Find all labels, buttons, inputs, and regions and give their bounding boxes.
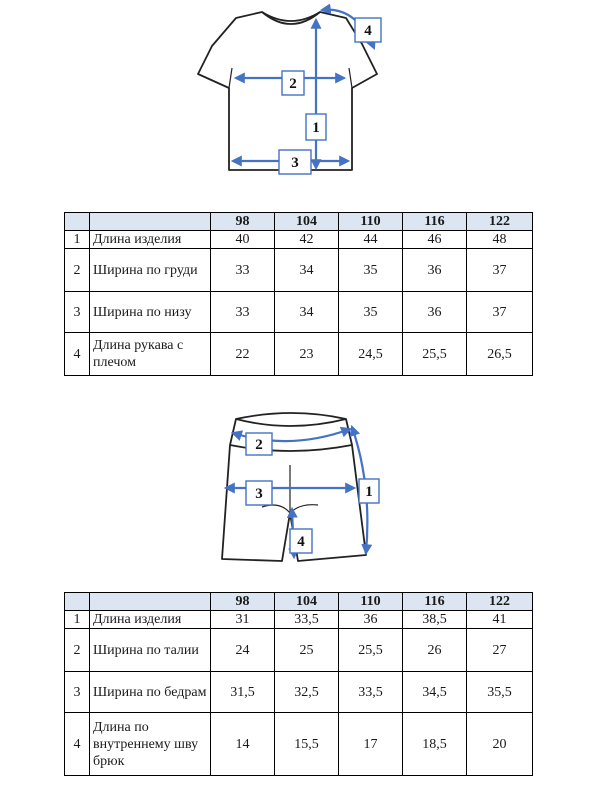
- table-row: [65, 629, 533, 672]
- table-cell: 31,5: [211, 672, 275, 713]
- shorts-marker-1: 1: [365, 484, 373, 500]
- table-cell: 23: [275, 333, 339, 376]
- table-cell: 25: [275, 629, 339, 672]
- table-header-row: [65, 213, 533, 231]
- header-blank: [65, 213, 90, 231]
- size-header: 98: [211, 593, 275, 611]
- table-row: [65, 231, 533, 249]
- size-header: 122: [467, 213, 533, 231]
- row-number: 3: [65, 292, 90, 333]
- tshirt-marker-2: 2: [289, 76, 297, 92]
- row-number: 4: [65, 333, 90, 376]
- table-cell: 25,5: [339, 629, 403, 672]
- row-number: 4: [65, 713, 90, 776]
- size-header: 98: [211, 213, 275, 231]
- table-cell: 24,5: [339, 333, 403, 376]
- table-cell: 36: [403, 292, 467, 333]
- table-cell: 48: [467, 231, 533, 249]
- tshirt-size-table: [64, 212, 533, 376]
- table-cell: 34: [275, 249, 339, 292]
- table-cell: 33,5: [275, 611, 339, 629]
- table-row: [65, 611, 533, 629]
- table-cell: 36: [339, 611, 403, 629]
- table-cell: 24: [211, 629, 275, 672]
- table-cell: 42: [275, 231, 339, 249]
- table-cell: 35,5: [467, 672, 533, 713]
- header-blank: [90, 593, 211, 611]
- row-label: Длина изделия: [90, 231, 211, 249]
- size-header: 104: [275, 213, 339, 231]
- header-blank: [90, 213, 211, 231]
- table-row: [65, 333, 533, 376]
- table-cell: 20: [467, 713, 533, 776]
- table-cell: 38,5: [403, 611, 467, 629]
- row-number: 1: [65, 231, 90, 249]
- table-cell: 33,5: [339, 672, 403, 713]
- row-number: 3: [65, 672, 90, 713]
- tshirt-marker-4: 4: [364, 23, 372, 39]
- table-cell: 31: [211, 611, 275, 629]
- size-header: 110: [339, 593, 403, 611]
- row-label: Длина по внутреннему шву брюк: [90, 713, 211, 776]
- table-cell: 34: [275, 292, 339, 333]
- size-header: 110: [339, 213, 403, 231]
- table-cell: 35: [339, 292, 403, 333]
- table-cell: 18,5: [403, 713, 467, 776]
- table-cell: 35: [339, 249, 403, 292]
- table-cell: 15,5: [275, 713, 339, 776]
- header-blank: [65, 593, 90, 611]
- table-cell: 33: [211, 292, 275, 333]
- row-number: 2: [65, 249, 90, 292]
- shorts-marker-4: 4: [297, 534, 305, 550]
- table-cell: 41: [467, 611, 533, 629]
- shorts-marker-3: 3: [255, 486, 263, 502]
- table-cell: 17: [339, 713, 403, 776]
- row-label: Ширина по талии: [90, 629, 211, 672]
- size-header: 122: [467, 593, 533, 611]
- table-row: [65, 249, 533, 292]
- table-cell: 34,5: [403, 672, 467, 713]
- table-row: [65, 672, 533, 713]
- row-label: Ширина по груди: [90, 249, 211, 292]
- table-cell: 46: [403, 231, 467, 249]
- row-number: 2: [65, 629, 90, 672]
- shorts-size-table: [64, 592, 533, 776]
- table-header-row: [65, 593, 533, 611]
- row-number: 1: [65, 611, 90, 629]
- tshirt-marker-1: 1: [312, 120, 320, 136]
- table-cell: 25,5: [403, 333, 467, 376]
- table-cell: 22: [211, 333, 275, 376]
- tshirt-marker-3: 3: [291, 155, 299, 171]
- table-row: [65, 292, 533, 333]
- tshirt-diagram: [0, 0, 600, 190]
- table-cell: 36: [403, 249, 467, 292]
- table-cell: 40: [211, 231, 275, 249]
- table-cell: 26: [403, 629, 467, 672]
- table-row: [65, 713, 533, 776]
- size-header: 104: [275, 593, 339, 611]
- table-cell: 14: [211, 713, 275, 776]
- row-label: Ширина по бедрам: [90, 672, 211, 713]
- size-header: 116: [403, 593, 467, 611]
- row-label: Ширина по низу: [90, 292, 211, 333]
- row-label: Длина изделия: [90, 611, 211, 629]
- row-label: Длина рукава с плечом: [90, 333, 211, 376]
- table-cell: 37: [467, 292, 533, 333]
- shorts-diagram: [0, 405, 600, 575]
- size-header: 116: [403, 213, 467, 231]
- table-cell: 27: [467, 629, 533, 672]
- shorts-marker-2: 2: [255, 437, 263, 453]
- table-cell: 37: [467, 249, 533, 292]
- table-cell: 44: [339, 231, 403, 249]
- table-cell: 33: [211, 249, 275, 292]
- table-cell: 26,5: [467, 333, 533, 376]
- table-cell: 32,5: [275, 672, 339, 713]
